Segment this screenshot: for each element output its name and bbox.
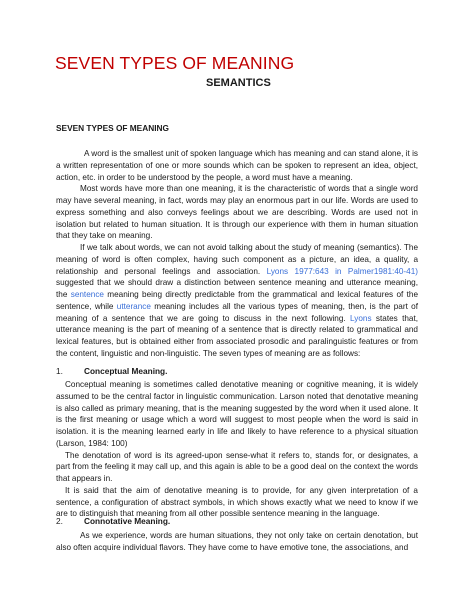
- section-1-number: 1.: [56, 366, 63, 376]
- section-2-paragraph-1: As we experience, words are human situations, they not only take on certain denotation, but also often acquire individual flavors. They have come to have emotive tone, the associations, and: [56, 531, 418, 552]
- intro-p3-text-d: meaning includes all the various types of meaning, then, is the part of meaning of a sentence that we are going to discuss in the next following.: [56, 301, 418, 323]
- section-1-heading: [56, 366, 167, 376]
- section-1-paragraph-1: Conceptual meaning is sometimes called denotative meaning or cognitive meaning, it is widely assumed to be the central factor in linguistic communication. Larson noted that denotative meaning is also called as primary meaning, that is the meaning suggested by the word when it used alone. It is the first meaning or usage which a word will suggest to most people when the word is said in isolation. it is the meaning learned early in life and likely to have reference to a physical situation (Larson, 1984: 100): [56, 380, 418, 448]
- section-2-number: 2.: [56, 516, 63, 526]
- intro-p3-text-a: If we talk about words, we can not avoid talking about the study of meaning (semantics). The meaning of word is often complex, having such component as a picture, an idea, a quality, a relationship and personal feelings and association.: [56, 243, 418, 276]
- intro-paragraph-3: [56, 242, 418, 360]
- intro-p3-text-b: suggested that we should draw a distinction between sentence meaning and utterance meaning, the: [56, 278, 418, 299]
- section-1-body: [56, 379, 418, 520]
- section-heading: SEVEN TYPES OF MEANING: [56, 123, 169, 133]
- citation-lyons-palmer: Lyons 1977:643 in Palmer1981:40-41): [266, 266, 418, 276]
- document-subtitle: SEMANTICS: [206, 77, 271, 89]
- intro-p3-text-c: meaning being directly predictable from the grammatical and lexical features of the sentence, while: [56, 290, 418, 311]
- intro-p3-text-e: states that, utterance meaning is the part of meaning of a sentence that is directly related to grammatical and lexical features, but is obtained either from associated prosodic and paralinguistic features or from the content, linguistic and non-linguistic. The seven types of meaning are as follows:: [56, 313, 418, 358]
- section-1-paragraph-3: It is said that the aim of denotative meaning is to provide, for any given interpretation of a sentence, a configuration of abstract symbols, in which shows exactly what we need to know if we are to distinguish that meaning from all other possible sentence meaning in the language.: [56, 485, 418, 519]
- intro-paragraph-1: A word is the smallest unit of spoken language which has meaning and can stand alone, it is a written representation of one or more sounds which can be spoken to represent an idea, object, action, etc. in order to be understood by the people, a word must have a meaning.: [56, 149, 418, 182]
- section-2-title: Connotative Meaning.: [84, 516, 171, 526]
- intro-block: [56, 148, 418, 360]
- citation-lyons: Lyons: [350, 313, 372, 323]
- section-1-title: Conceptual Meaning.: [84, 366, 168, 376]
- section-2-heading: [56, 516, 170, 526]
- intro-paragraph-2: Most words have more than one meaning, it is the characteristic of words that a single word may have several meaning, in fact, words may play an enormous part in our life. Words are used to express something and also conveys feelings about we are describing. Words are used not in isolation but related to human situation. It is through our experience with them in human situation that they take on meaning.: [56, 184, 418, 241]
- section-2-body: [56, 530, 418, 554]
- section-1-paragraph-2: The denotation of word is its agreed-upon sense-what it refers to, stands for, or designates, a part from the feeling it may call up, and this again is able to be a good deal on the context the words that appears in.: [56, 450, 418, 483]
- document-title: SEVEN TYPES OF MEANING: [55, 53, 295, 73]
- term-sentence: sentence: [70, 290, 104, 299]
- term-utterance: utterance: [116, 301, 151, 311]
